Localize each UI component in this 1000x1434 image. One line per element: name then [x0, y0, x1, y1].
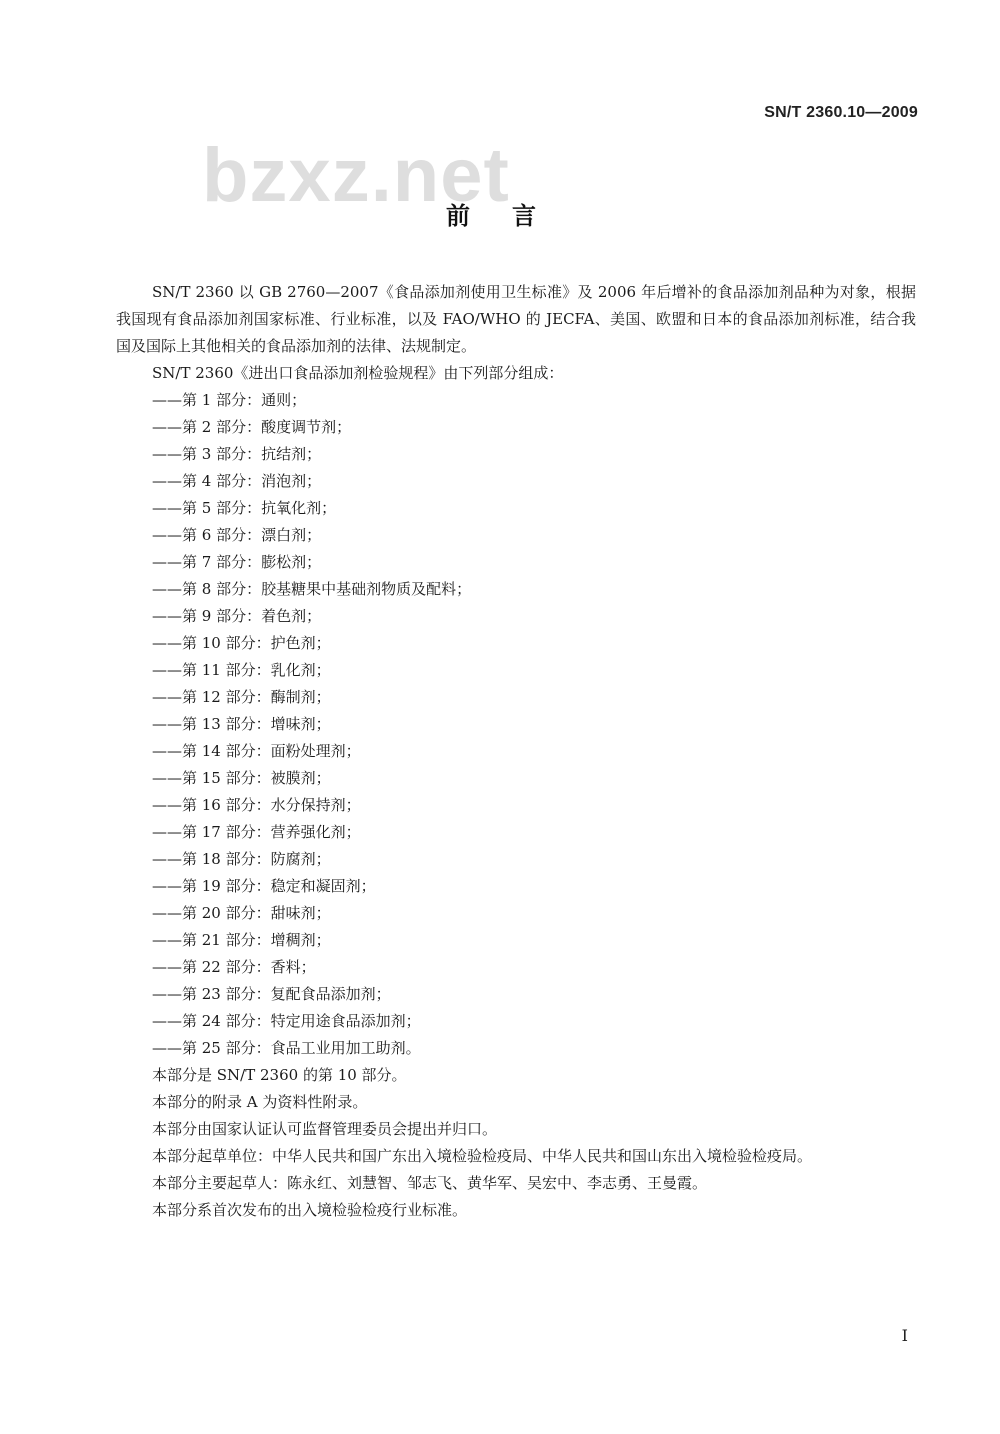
list-item: ——第 3 部分：抗结剂；: [152, 445, 322, 463]
part-statement: 本部分是 SN/T 2360 的第 10 部分。: [152, 1066, 407, 1084]
list-item: ——第 9 部分：着色剂；: [152, 607, 322, 625]
list-item: ——第 15 部分：被膜剂；: [152, 769, 331, 787]
list-item: ——第 5 部分：抗氧化剂；: [152, 499, 337, 517]
list-item: ——第 24 部分：特定用途食品添加剂；: [152, 1012, 421, 1030]
first-release-statement: 本部分系首次发布的出入境检验检疫行业标准。: [152, 1201, 468, 1219]
list-item: ——第 11 部分：乳化剂；: [152, 661, 331, 679]
list-item: ——第 21 部分：增稠剂；: [152, 931, 331, 949]
watermark-logo: bzxz.net: [202, 133, 510, 218]
list-item: ——第 13 部分：增味剂；: [152, 715, 331, 733]
list-item: ——第 10 部分：护色剂；: [152, 634, 331, 652]
list-item: ——第 6 部分：漂白剂；: [152, 526, 322, 544]
drafters-statement: 本部分主要起草人：陈永红、刘慧智、邹志飞、黄华军、吴宏中、李志勇、王曼霞。: [152, 1174, 708, 1192]
list-item: ——第 22 部分：香料；: [152, 958, 316, 976]
list-item: ——第 1 部分：通则；: [152, 391, 307, 409]
list-item: ——第 14 部分：面粉处理剂；: [152, 742, 361, 760]
list-item: ——第 17 部分：营养强化剂；: [152, 823, 361, 841]
list-item: ——第 2 部分：酸度调节剂；: [152, 418, 352, 436]
list-item: ——第 20 部分：甜味剂；: [152, 904, 331, 922]
list-item: ——第 7 部分：膨松剂；: [152, 553, 322, 571]
standard-number: SN/T 2360.10—2009: [764, 104, 918, 121]
document-body: [116, 279, 916, 1224]
list-item: ——第 8 部分：胶基糖果中基础剂物质及配料；: [152, 580, 472, 598]
list-item: ——第 4 部分：消泡剂；: [152, 472, 322, 490]
appendix-statement: 本部分的附录 A 为资料性附录。: [152, 1093, 368, 1111]
page-title: 前言: [446, 202, 578, 230]
list-item: ——第 23 部分：复配食品添加剂；: [152, 985, 391, 1003]
list-item: ——第 16 部分：水分保持剂；: [152, 796, 361, 814]
parts-list: [116, 387, 916, 1062]
list-item: ——第 12 部分：酶制剂；: [152, 688, 331, 706]
list-item: ——第 19 部分：稳定和凝固剂；: [152, 877, 376, 895]
parts-intro-paragraph: SN/T 2360《进出口食品添加剂检验规程》由下列部分组成：: [152, 364, 564, 382]
list-item: ——第 18 部分：防腐剂；: [152, 850, 331, 868]
drafting-units-statement: 本部分起草单位：中华人民共和国广东出入境检验检疫局、中华人民共和国山东出入境检验检疫局。: [152, 1147, 813, 1165]
intro-paragraph: SN/T 2360 以 GB 2760—2007《食品添加剂使用卫生标准》及 2006 年后增补的食品添加剂品种为对象，根据我国现有食品添加剂国家标准、行业标准，以及 FAO/WHO 的 JECFA、美国、欧盟和日本的食品添加剂标准，结合我国及国际上其他相关的食品添加剂的法律、法规制定。: [116, 283, 916, 355]
page-number: I: [901, 1326, 908, 1345]
proposed-by-statement: 本部分由国家认证认可监督管理委员会提出并归口。: [152, 1120, 498, 1138]
list-item: ——第 25 部分：食品工业用加工助剂。: [152, 1039, 421, 1057]
